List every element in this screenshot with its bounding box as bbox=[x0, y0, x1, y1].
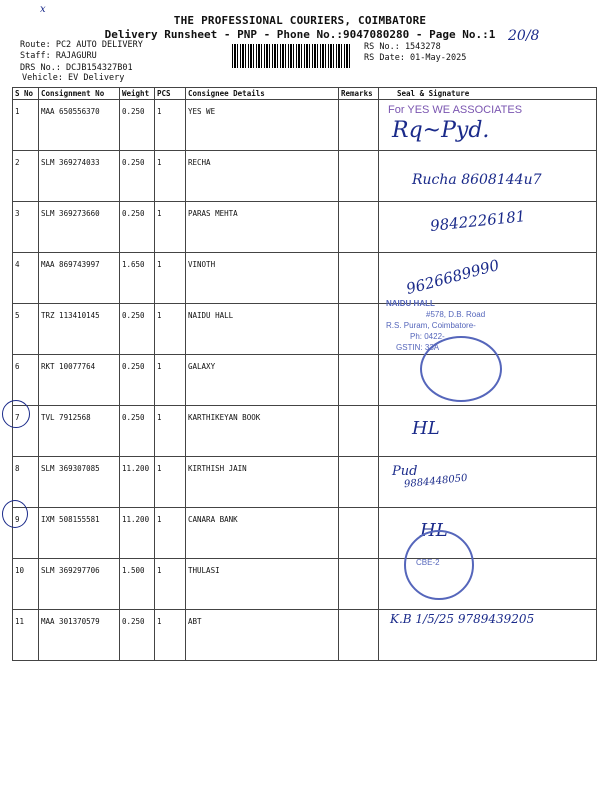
cell-pcs: 1 bbox=[155, 304, 186, 355]
cell-remarks bbox=[339, 457, 379, 508]
cell-pcs: 1 bbox=[155, 100, 186, 151]
cell-consignee: RECHA bbox=[186, 151, 339, 202]
col-remarks: Remarks bbox=[339, 88, 379, 100]
cell-weight: 0.250 bbox=[120, 610, 155, 661]
signature-9: HL bbox=[420, 520, 448, 541]
signature-4: 9626689990 bbox=[404, 255, 502, 299]
cell-consignee: THULASI bbox=[186, 559, 339, 610]
cell-consignee: KARTHIKEYAN BOOK bbox=[186, 406, 339, 457]
cell-consignment: SLM 369274033 bbox=[39, 151, 120, 202]
cell-consignment: SLM 369307085 bbox=[39, 457, 120, 508]
table-row bbox=[13, 304, 597, 355]
signature-11: K.B 1/5/25 9789439205 bbox=[390, 612, 535, 626]
col-consignment: Consignment No bbox=[39, 88, 120, 100]
cell-remarks bbox=[339, 508, 379, 559]
cell-weight: 11.200 bbox=[120, 508, 155, 559]
cell-consignment: MAA 650556370 bbox=[39, 100, 120, 151]
cell-remarks bbox=[339, 100, 379, 151]
cell-remarks bbox=[339, 406, 379, 457]
cell-pcs: 1 bbox=[155, 253, 186, 304]
col-weight: Weight bbox=[120, 88, 155, 100]
cell-sno: 6 bbox=[13, 355, 39, 406]
staff-label: Staff: RAJAGURU bbox=[20, 51, 97, 61]
cell-consignment: TRZ 113410145 bbox=[39, 304, 120, 355]
row-9-circle-mark bbox=[2, 500, 28, 528]
col-consignee: Consignee Details bbox=[186, 88, 339, 100]
cell-sno: 5 bbox=[13, 304, 39, 355]
cell-sno: 3 bbox=[13, 202, 39, 253]
cell-consignment: RKT 10077764 bbox=[39, 355, 120, 406]
cell-pcs: 1 bbox=[155, 508, 186, 559]
cell-remarks bbox=[339, 202, 379, 253]
cell-sno: 7 bbox=[13, 406, 39, 457]
table-row bbox=[13, 253, 597, 304]
row-7-circle-mark bbox=[2, 400, 30, 428]
cell-remarks bbox=[339, 559, 379, 610]
cell-weight: 1.650 bbox=[120, 253, 155, 304]
cell-pcs: 1 bbox=[155, 151, 186, 202]
table-header-row bbox=[13, 88, 597, 100]
table-row bbox=[13, 508, 597, 559]
cell-weight: 0.250 bbox=[120, 355, 155, 406]
drs-label: DRS No.: DCJB154327B01 bbox=[20, 63, 133, 73]
cell-pcs: 1 bbox=[155, 202, 186, 253]
cell-pcs: 1 bbox=[155, 355, 186, 406]
cell-sno: 8 bbox=[13, 457, 39, 508]
cell-weight: 0.250 bbox=[120, 304, 155, 355]
company-title: THE PROFESSIONAL COURIERS, COIMBATORE bbox=[173, 14, 427, 27]
cell-pcs: 1 bbox=[155, 457, 186, 508]
cell-weight: 11.200 bbox=[120, 457, 155, 508]
handwritten-count: 20/8 bbox=[508, 28, 540, 44]
barcode bbox=[232, 44, 352, 68]
cell-sno: 11 bbox=[13, 610, 39, 661]
cell-consignment: SLM 369297706 bbox=[39, 559, 120, 610]
cell-consignee: YES WE bbox=[186, 100, 339, 151]
cell-consignment: MAA 301370579 bbox=[39, 610, 120, 661]
col-pcs: PCS bbox=[155, 88, 186, 100]
signature-7: HL bbox=[412, 418, 440, 439]
table-row bbox=[13, 457, 597, 508]
cell-pcs: 1 bbox=[155, 610, 186, 661]
naidu-stamp-line-1: NAIDU HALL bbox=[386, 299, 435, 308]
col-sno: S No bbox=[13, 88, 39, 100]
cell-remarks bbox=[339, 304, 379, 355]
cell-weight: 0.250 bbox=[120, 100, 155, 151]
vehicle-label: Vehicle: EV Delivery bbox=[22, 73, 125, 83]
cell-remarks bbox=[339, 610, 379, 661]
route-label: Route: PC2 AUTO DELIVERY bbox=[20, 40, 143, 50]
cell-consignment: TVL 7912568 bbox=[39, 406, 120, 457]
cell-pcs: 1 bbox=[155, 559, 186, 610]
cell-remarks bbox=[339, 151, 379, 202]
cell-sno: 10 bbox=[13, 559, 39, 610]
cell-weight: 0.250 bbox=[120, 406, 155, 457]
rs-date: RS Date: 01-May-2025 bbox=[364, 53, 467, 63]
cell-weight: 1.500 bbox=[120, 559, 155, 610]
signature-1: Rq~Pyd. bbox=[392, 118, 490, 143]
signature-8a: Pud bbox=[392, 464, 418, 479]
table-row bbox=[13, 355, 597, 406]
round-seal-6 bbox=[420, 336, 502, 402]
cell-consignee: ABT bbox=[186, 610, 339, 661]
cell-consignee: VINOTH bbox=[186, 253, 339, 304]
cell-pcs: 1 bbox=[155, 406, 186, 457]
top-mark: x bbox=[40, 4, 46, 15]
cell-remarks bbox=[339, 355, 379, 406]
signature-8: 9884448050 bbox=[403, 472, 469, 491]
cell-remarks bbox=[339, 253, 379, 304]
naidu-stamp-line-5: GSTIN: 33A bbox=[396, 343, 440, 352]
cell-sno: 4 bbox=[13, 253, 39, 304]
col-signature: Seal & Signature bbox=[379, 88, 597, 100]
cell-sno: 2 bbox=[13, 151, 39, 202]
cell-weight: 0.250 bbox=[120, 151, 155, 202]
naidu-stamp-line-2: #578, D.B. Road bbox=[426, 310, 486, 319]
cell-consignee: NAIDU HALL bbox=[186, 304, 339, 355]
naidu-stamp-line-3: R.S. Puram, Coimbatore- bbox=[386, 321, 476, 330]
cell-weight: 0.250 bbox=[120, 202, 155, 253]
cell-consignment: SLM 369273660 bbox=[39, 202, 120, 253]
table-row bbox=[13, 559, 597, 610]
cbe-seal-text: CBE-2 bbox=[416, 558, 440, 567]
cell-consignment: MAA 869743997 bbox=[39, 253, 120, 304]
rs-number: RS No.: 1543278 bbox=[364, 42, 441, 52]
cell-consignee: PARAS MEHTA bbox=[186, 202, 339, 253]
cell-consignee: GALAXY bbox=[186, 355, 339, 406]
cell-sno: 1 bbox=[13, 100, 39, 151]
signature-2: Rucha 8608144u7 bbox=[412, 172, 542, 188]
cell-consignee: CANARA BANK bbox=[186, 508, 339, 559]
signature-3: 9842226181 bbox=[429, 207, 527, 235]
yes-we-stamp: For YES WE ASSOCIATES bbox=[388, 104, 523, 116]
cell-consignee: KIRTHISH JAIN bbox=[186, 457, 339, 508]
table-row bbox=[13, 406, 597, 457]
runsheet-subtitle: Delivery Runsheet - PNP - Phone No.:9047080280 - Page No.:1 bbox=[104, 28, 496, 41]
cell-consignment: IXM 508155581 bbox=[39, 508, 120, 559]
cell-sno: 9 bbox=[13, 508, 39, 559]
naidu-stamp-line-4: Ph: 0422- bbox=[410, 332, 445, 341]
